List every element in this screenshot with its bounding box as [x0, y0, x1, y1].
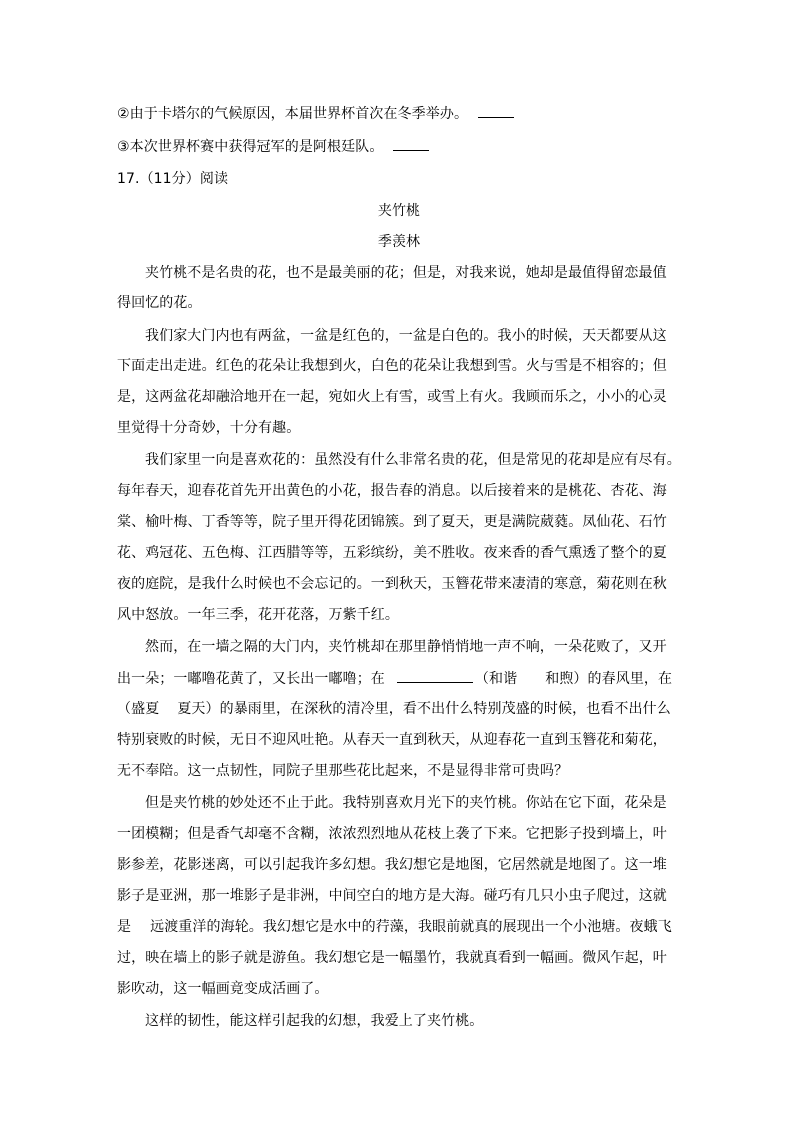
paragraph-3-line-3: 棠、榆叶梅、丁香等等，院子里开得花团锦簇。到了夏天，更是满院葳蕤。凤仙花、石竹	[117, 514, 667, 530]
answer-blank-2[interactable]	[478, 103, 514, 118]
paragraph-2-line-2: 下面走出走进。红色的花朵让我想到火，白色的花朵让我想到雪。火与雪是不相容的；但	[117, 358, 667, 374]
paragraph-4-line-2	[117, 668, 672, 688]
paragraph-1-line-2: 得回忆的花。	[117, 295, 202, 311]
question-item-3-text: ③本次世界杯赛中获得冠军的是阿根廷队。	[117, 139, 384, 155]
paragraph-5-line-5-start: 是	[117, 919, 132, 935]
paragraph-5-line-7: 影吹动，这一幅画竟变成活画了。	[117, 981, 329, 997]
paragraph-4-line-3-rest: 夏天）的暴雨里，在深秋的清冷里，看不出什么特别茂盛的时候，也看不出什么	[177, 701, 671, 717]
paragraph-2-line-3: 是，这两盆花却融洽地开在一起，宛如火上有雪，或雪上有火。我顾而乐之，小小的心灵	[117, 389, 667, 405]
paragraph-4-line-2-start: 出一朵；一嘟噜花黄了，又长出一嘟噜；在	[117, 671, 385, 687]
paragraph-2-line-1: 我们家大门内也有两盆，一盆是红色的，一盆是白色的。我小的时候，天天都要从这	[145, 328, 667, 344]
paragraph-5-line-3: 影参差，花影迷离，可以引起我许多幻想。我幻想它是地图，它居然就是地图了。这一堆	[117, 857, 667, 873]
question-item-2-text: ②由于卡塔尔的气候原因，本届世界杯首次在冬季举办。	[117, 106, 469, 122]
question-17-heading: 17.（11分）阅读	[117, 171, 229, 187]
paragraph-4-line-4: 特别衰败的时候，无日不迎风吐艳。从春天一直到秋天，从迎春花一直到玉簪花和菊花，	[117, 732, 667, 748]
paragraph-3-line-2: 每年春天，迎春花首先开出黄色的小花，报告春的消息。以后接着来的是桃花、杏花、海	[117, 483, 667, 499]
paragraph-3-line-1: 我们家里一向是喜欢花的：虽然没有什么非常名贵的花，但是常见的花却是应有尽有。	[145, 452, 681, 468]
paragraph-5-line-5	[117, 917, 672, 937]
word-option-1: （和谐	[474, 671, 518, 687]
paragraph-3-line-5: 夜的庭院，是我什么时候也不会忘记的。一到秋天，玉簪花带来凄清的寒意，菊花则在秋	[117, 576, 667, 592]
article-title: 夹竹桃	[377, 203, 421, 219]
paragraph-5-line-1: 但是夹竹桃的妙处还不止于此。我特别喜欢月光下的夹竹桃。你站在它下面，花朵是	[145, 795, 667, 811]
paragraph-2-line-4: 里觉得十分奇妙，十分有趣。	[117, 420, 301, 436]
article-author: 季羡林	[377, 234, 421, 250]
paragraph-4-line-5: 无不奉陪。这一点韧性，同院子里那些花比起来，不是显得非常可贵吗？	[117, 763, 569, 779]
paragraph-5-line-2: 一团模糊；但是香气却毫不含糊，浓浓烈烈地从花枝上袭了下来。它把影子投到墙上，叶	[117, 826, 667, 842]
answer-blank-3[interactable]	[393, 136, 429, 151]
paragraph-4-line-3	[117, 699, 671, 719]
paragraph-5-line-5-rest: 远渡重洋的海轮。我幻想它是水中的荇藻，我眼前就真的展现出一个小池塘。夜蛾飞	[150, 919, 672, 935]
question-item-3	[117, 136, 429, 156]
question-item-2	[117, 103, 514, 123]
paragraph-5-line-6: 过，映在墙上的影子就是游鱼。我幻想它是一幅墨竹，我就真看到一幅画。微风乍起，叶	[117, 950, 667, 966]
paragraph-3-line-6: 风中怒放。一年三季，花开花落，万紫千红。	[117, 607, 399, 623]
answer-blank-word-choice[interactable]	[397, 668, 473, 683]
paragraph-4-line-1: 然而，在一墙之隔的大门内，夹竹桃却在那里静悄悄地一声不响，一朵花败了，又开	[145, 639, 667, 655]
word-option-2: 和煦）的春风里，在	[545, 671, 673, 687]
word-option-3: （盛夏	[117, 701, 160, 717]
paragraph-1-line-1: 夹竹桃不是名贵的花，也不是最美丽的花；但是，对我来说，她却是最值得留恋最值	[145, 265, 667, 281]
paragraph-6-line-1: 这样的韧性，能这样引起我的幻想，我爱上了夹竹桃。	[145, 1013, 484, 1029]
paragraph-3-line-4: 花、鸡冠花、五色梅、江西腊等等，五彩缤纷，美不胜收。夜来香的香气熏透了整个的夏	[117, 545, 667, 561]
paragraph-5-line-4: 影子是亚洲，那一堆影子是非洲，中间空白的地方是大海。碰巧有几只小虫子爬过，这就	[117, 888, 667, 904]
